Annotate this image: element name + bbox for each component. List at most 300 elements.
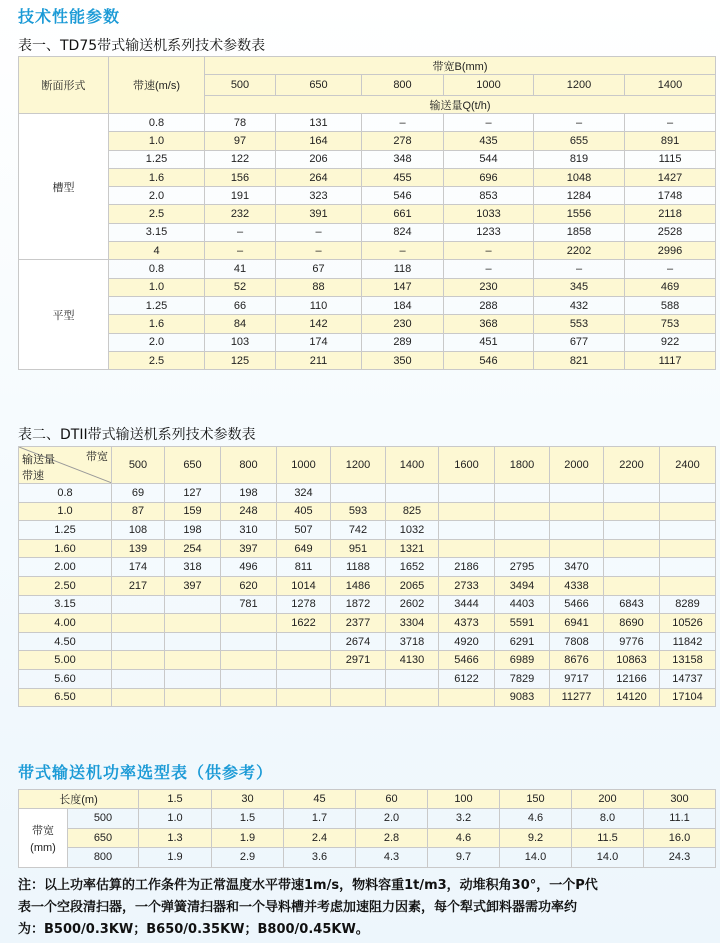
table1-capacity-cell: 451 <box>444 333 534 351</box>
table1-capacity-cell: 1427 <box>625 168 716 186</box>
table2-capacity-cell <box>165 632 221 651</box>
table2-capacity-cell: 11842 <box>660 632 716 651</box>
table1-capacity-cell: – <box>625 114 716 132</box>
table2-capacity-cell <box>112 614 165 633</box>
table2-capacity-cell: 310 <box>221 521 277 540</box>
table3-width-cell: 650 <box>68 828 139 848</box>
table2-capacity-cell: 811 <box>277 558 331 577</box>
table2-capacity-cell: 3470 <box>550 558 604 577</box>
table2-speed-cell: 1.25 <box>19 521 112 540</box>
table2-capacity-cell: 4403 <box>495 595 550 614</box>
table2-capacity-cell: 174 <box>112 558 165 577</box>
table2-capacity-cell <box>112 651 165 670</box>
table2-caption: 表二、DTII带式输送机系列技术参数表 <box>18 427 256 443</box>
table2-capacity-cell: 159 <box>165 502 221 521</box>
table1-capacity-cell: 110 <box>276 296 362 314</box>
heading-power: 带式输送机功率选型表（供参考） <box>18 763 274 782</box>
table2-width-header: 650 <box>165 447 221 484</box>
table1-capacity-cell: 588 <box>625 296 716 314</box>
table3-power-cell: 16.0 <box>644 828 716 848</box>
table2-capacity-cell: 9717 <box>550 669 604 688</box>
table2-capacity-cell: 405 <box>277 502 331 521</box>
table2-capacity-cell: 1188 <box>331 558 386 577</box>
table1-capacity-cell: 661 <box>362 205 444 223</box>
table2-capacity-cell: 7829 <box>495 669 550 688</box>
table1-section-name: 槽型 <box>19 114 109 260</box>
table2-capacity-cell: 8289 <box>660 595 716 614</box>
table-row <box>19 484 716 503</box>
table2-capacity-cell <box>495 521 550 540</box>
table3-width-cell: 500 <box>68 809 139 829</box>
table2-capacity-cell: 2674 <box>331 632 386 651</box>
table2-capacity-cell: 3718 <box>386 632 439 651</box>
table2-capacity-cell: 10863 <box>604 651 660 670</box>
table2-capacity-cell: 1321 <box>386 539 439 558</box>
table2-capacity-cell <box>221 614 277 633</box>
table-row <box>19 260 716 278</box>
table2-capacity-cell: 139 <box>112 539 165 558</box>
table1-capacity-cell: 435 <box>444 132 534 150</box>
table2-capacity-cell <box>604 521 660 540</box>
table1-capacity-cell: – <box>444 260 534 278</box>
table2-capacity-cell: 1278 <box>277 595 331 614</box>
table2-capacity-cell: 324 <box>277 484 331 503</box>
table2-capacity-cell <box>660 539 716 558</box>
table2-capacity-cell <box>221 669 277 688</box>
table2-width-header: 1000 <box>277 447 331 484</box>
table2-capacity-cell: 2602 <box>386 595 439 614</box>
table2-capacity-cell: 742 <box>331 521 386 540</box>
table1-width-value: 500 <box>205 75 276 96</box>
table-row <box>19 278 716 296</box>
table2-capacity-cell: 108 <box>112 521 165 540</box>
table2-capacity-cell <box>495 484 550 503</box>
table1-capacity-cell: 1117 <box>625 351 716 369</box>
table1-speed-cell: 0.8 <box>109 260 205 278</box>
table2-width-header: 2000 <box>550 447 604 484</box>
table2-capacity-cell: 620 <box>221 576 277 595</box>
table2-capacity-cell: 17104 <box>660 688 716 707</box>
table1-speed-cell: 1.0 <box>109 278 205 296</box>
table1-capacity-cell: – <box>276 223 362 241</box>
table2-capacity-cell: 69 <box>112 484 165 503</box>
table-row <box>19 595 716 614</box>
table1-width-header: 带宽B(mm) <box>205 57 716 75</box>
table2-width-header: 2400 <box>660 447 716 484</box>
table1-speed-header: 带速(m/s) <box>109 57 205 114</box>
table3-length-value: 60 <box>356 790 428 809</box>
table2-capacity-cell <box>495 502 550 521</box>
table1-capacity-cell: 2528 <box>625 223 716 241</box>
table1-capacity-cell: 232 <box>205 205 276 223</box>
table2-speed-cell: 5.60 <box>19 669 112 688</box>
table1-width-value: 1400 <box>625 75 716 96</box>
table1-speed-cell: 1.6 <box>109 168 205 186</box>
table2-capacity-cell <box>550 521 604 540</box>
table1-speed-cell: 1.0 <box>109 132 205 150</box>
table2-capacity-cell: 951 <box>331 539 386 558</box>
table2-capacity-cell: 318 <box>165 558 221 577</box>
table1-capacity-cell: 118 <box>362 260 444 278</box>
table1-capacity-cell: 655 <box>534 132 625 150</box>
table2-capacity-cell <box>604 558 660 577</box>
table3-length-value: 200 <box>572 790 644 809</box>
table2-width-header: 500 <box>112 447 165 484</box>
table2-speed-cell: 6.50 <box>19 688 112 707</box>
table3-length-header: 长度(m) <box>19 790 139 809</box>
table3-power-cell: 1.3 <box>139 828 212 848</box>
table1-width-value: 1200 <box>534 75 625 96</box>
table2-corner-header <box>19 447 112 484</box>
table2-capacity-cell: 6843 <box>604 595 660 614</box>
table3-power-cell: 24.3 <box>644 848 716 868</box>
table1-capacity-cell: 1858 <box>534 223 625 241</box>
table2-speed-cell: 2.00 <box>19 558 112 577</box>
table1-capacity-cell: 1115 <box>625 150 716 168</box>
table1-capacity-cell: 41 <box>205 260 276 278</box>
table2-capacity-cell <box>112 688 165 707</box>
table2-capacity-cell <box>331 688 386 707</box>
table2-capacity-cell <box>439 688 495 707</box>
table2-capacity-cell <box>112 669 165 688</box>
table2-capacity-cell <box>660 521 716 540</box>
table-row <box>19 614 716 633</box>
table-row <box>19 539 716 558</box>
table2-capacity-cell <box>660 502 716 521</box>
table2-corner-capacity: 输送量 <box>22 454 55 466</box>
table3-power-cell: 3.6 <box>284 848 356 868</box>
table2-width-header: 1600 <box>439 447 495 484</box>
table2-corner-speed: 带速 <box>22 470 44 482</box>
table1-capacity-cell: 391 <box>276 205 362 223</box>
table1-capacity-cell: 432 <box>534 296 625 314</box>
table3-power-cell: 14.0 <box>572 848 644 868</box>
table2-capacity-cell: 2186 <box>439 558 495 577</box>
table2-capacity-cell <box>550 502 604 521</box>
table2-capacity-cell <box>386 688 439 707</box>
table1-capacity-cell: 469 <box>625 278 716 296</box>
table2-capacity-cell: 1486 <box>331 576 386 595</box>
table2-width-header: 2200 <box>604 447 660 484</box>
table2-capacity-cell: 397 <box>165 576 221 595</box>
table2-capacity-cell: 6122 <box>439 669 495 688</box>
table1-capacity-cell: 184 <box>362 296 444 314</box>
table-row <box>19 688 716 707</box>
table3-power-cell: 2.0 <box>356 809 428 829</box>
table2-capacity-cell <box>277 651 331 670</box>
table1-capacity-cell: 206 <box>276 150 362 168</box>
table1-speed-cell: 0.8 <box>109 114 205 132</box>
table2-capacity-cell: 649 <box>277 539 331 558</box>
table2-speed-cell: 4.50 <box>19 632 112 651</box>
table2-capacity-cell: 14737 <box>660 669 716 688</box>
table2-capacity-cell: 3494 <box>495 576 550 595</box>
table1-header-row <box>19 57 716 75</box>
table2-capacity-cell: 7808 <box>550 632 604 651</box>
footnote-line-3: 为：B500/0.3KW；B650/0.35KW；B800/0.45KW。 <box>18 922 369 937</box>
table3-power-cell: 1.5 <box>212 809 284 829</box>
table-row <box>19 669 716 688</box>
table2-capacity-cell: 3304 <box>386 614 439 633</box>
table1 <box>18 56 716 370</box>
table2-capacity-cell: 4373 <box>439 614 495 633</box>
table2-capacity-cell <box>660 484 716 503</box>
table1-capacity-cell: – <box>444 242 534 260</box>
table1-capacity-cell: 553 <box>534 315 625 333</box>
table3-length-value: 300 <box>644 790 716 809</box>
table1-capacity-cell: 546 <box>362 187 444 205</box>
table1-section-header: 断面形式 <box>19 57 109 114</box>
table2-capacity-cell: 781 <box>221 595 277 614</box>
table2-capacity-cell: 11277 <box>550 688 604 707</box>
table1-capacity-cell: 164 <box>276 132 362 150</box>
table2-width-header: 1800 <box>495 447 550 484</box>
table1-capacity-cell: – <box>625 260 716 278</box>
table1-speed-cell: 1.6 <box>109 315 205 333</box>
table1-capacity-cell: 66 <box>205 296 276 314</box>
table2-capacity-cell: 593 <box>331 502 386 521</box>
table1-capacity-cell: 455 <box>362 168 444 186</box>
table2-width-header: 800 <box>221 447 277 484</box>
table2-capacity-cell: 1872 <box>331 595 386 614</box>
table1-capacity-cell: 264 <box>276 168 362 186</box>
table2-capacity-cell <box>439 539 495 558</box>
table2-capacity-cell <box>221 688 277 707</box>
table1-capacity-cell: – <box>444 114 534 132</box>
table2-capacity-cell: 6941 <box>550 614 604 633</box>
table2-capacity-cell: 8690 <box>604 614 660 633</box>
table1-capacity-cell: 174 <box>276 333 362 351</box>
table3-power-cell: 4.6 <box>500 809 572 829</box>
table2-capacity-cell: 10526 <box>660 614 716 633</box>
table1-capacity-cell: 891 <box>625 132 716 150</box>
table-row <box>19 205 716 223</box>
table1-capacity-cell: 1748 <box>625 187 716 205</box>
table1-capacity-cell: – <box>534 260 625 278</box>
table1-capacity-cell: 142 <box>276 315 362 333</box>
table2-capacity-cell <box>112 595 165 614</box>
table3-length-value: 45 <box>284 790 356 809</box>
table2-capacity-cell <box>221 651 277 670</box>
table1-capacity-cell: – <box>534 114 625 132</box>
table-row <box>19 223 716 241</box>
table3-power-cell: 1.7 <box>284 809 356 829</box>
table2-capacity-cell: 4130 <box>386 651 439 670</box>
table2-capacity-cell: 397 <box>221 539 277 558</box>
table1-capacity-cell: 211 <box>276 351 362 369</box>
table1-capacity-cell: 2202 <box>534 242 625 260</box>
table2-capacity-cell <box>221 632 277 651</box>
table-row <box>19 315 716 333</box>
table2-header-row <box>19 447 716 484</box>
table1-capacity-cell: 288 <box>444 296 534 314</box>
table-row <box>19 296 716 314</box>
table1-capacity-cell: – <box>205 242 276 260</box>
table1-capacity-cell: 2996 <box>625 242 716 260</box>
table2-capacity-cell: 9083 <box>495 688 550 707</box>
table3-power-cell: 9.2 <box>500 828 572 848</box>
table1-capacity-cell: 230 <box>444 278 534 296</box>
table3-power-cell: 9.7 <box>428 848 500 868</box>
table2-capacity-cell <box>660 576 716 595</box>
table2-speed-cell: 1.60 <box>19 539 112 558</box>
table1-capacity-cell: 350 <box>362 351 444 369</box>
table1-width-value: 1000 <box>444 75 534 96</box>
table2-capacity-cell <box>439 484 495 503</box>
table2-capacity-cell <box>386 669 439 688</box>
table2-capacity-cell: 5466 <box>550 595 604 614</box>
table2-capacity-cell: 825 <box>386 502 439 521</box>
table1-speed-cell: 3.15 <box>109 223 205 241</box>
table2-capacity-cell: 496 <box>221 558 277 577</box>
table3-power-cell: 11.5 <box>572 828 644 848</box>
table1-capacity-cell: 97 <box>205 132 276 150</box>
table2-speed-cell: 4.00 <box>19 614 112 633</box>
table2-capacity-cell <box>660 558 716 577</box>
table1-capacity-cell: 278 <box>362 132 444 150</box>
table1-capacity-cell: 696 <box>444 168 534 186</box>
table1-capacity-cell: 78 <box>205 114 276 132</box>
table-row <box>19 132 716 150</box>
table2 <box>18 446 716 707</box>
table2-width-header: 1400 <box>386 447 439 484</box>
footnote <box>18 875 718 941</box>
table2-capacity-cell <box>550 539 604 558</box>
table3-power-cell: 1.9 <box>139 848 212 868</box>
table1-capacity-header: 输送量Q(t/h) <box>205 96 716 114</box>
table1-capacity-cell: 2118 <box>625 205 716 223</box>
table-row <box>19 187 716 205</box>
table1-capacity-cell: 1556 <box>534 205 625 223</box>
table2-capacity-cell: 2733 <box>439 576 495 595</box>
table1-capacity-cell: 1048 <box>534 168 625 186</box>
table1-capacity-cell: 67 <box>276 260 362 278</box>
heading-specs: 技术性能参数 <box>18 7 121 26</box>
table3-length-value: 100 <box>428 790 500 809</box>
table-row <box>19 521 716 540</box>
table2-capacity-cell: 8676 <box>550 651 604 670</box>
table2-capacity-cell <box>604 502 660 521</box>
table1-capacity-cell: 1284 <box>534 187 625 205</box>
table1-speed-cell: 2.5 <box>109 205 205 223</box>
table2-capacity-cell <box>439 502 495 521</box>
table1-capacity-cell: 677 <box>534 333 625 351</box>
table2-capacity-cell <box>165 669 221 688</box>
table3-power-cell: 3.2 <box>428 809 500 829</box>
table2-capacity-cell: 5591 <box>495 614 550 633</box>
table1-capacity-cell: 345 <box>534 278 625 296</box>
table1-capacity-cell: 191 <box>205 187 276 205</box>
table-row <box>19 848 716 868</box>
table2-capacity-cell <box>165 614 221 633</box>
table1-capacity-cell: 922 <box>625 333 716 351</box>
table1-capacity-cell: – <box>362 242 444 260</box>
table3-power-cell: 14.0 <box>500 848 572 868</box>
table1-speed-cell: 2.0 <box>109 333 205 351</box>
table2-capacity-cell: 248 <box>221 502 277 521</box>
table1-capacity-cell: 289 <box>362 333 444 351</box>
table3-power-cell: 8.0 <box>572 809 644 829</box>
table3-power-cell: 2.9 <box>212 848 284 868</box>
table-row <box>19 651 716 670</box>
table1-speed-cell: 1.25 <box>109 150 205 168</box>
table2-capacity-cell <box>604 539 660 558</box>
table3-length-value: 1.5 <box>139 790 212 809</box>
table3-power-cell: 4.6 <box>428 828 500 848</box>
table2-capacity-cell: 2065 <box>386 576 439 595</box>
table2-capacity-cell: 2795 <box>495 558 550 577</box>
table2-capacity-cell: 14120 <box>604 688 660 707</box>
table-row <box>19 632 716 651</box>
table-row <box>19 558 716 577</box>
table2-capacity-cell: 1652 <box>386 558 439 577</box>
table2-speed-cell: 0.8 <box>19 484 112 503</box>
table2-capacity-cell: 507 <box>277 521 331 540</box>
table-row <box>19 114 716 132</box>
table2-capacity-cell <box>277 669 331 688</box>
table3-power-cell: 11.1 <box>644 809 716 829</box>
table1-capacity-cell: 122 <box>205 150 276 168</box>
table-row <box>19 828 716 848</box>
table1-section-name: 平型 <box>19 260 109 370</box>
table1-capacity-cell: 156 <box>205 168 276 186</box>
table2-capacity-cell: 6291 <box>495 632 550 651</box>
table2-capacity-cell: 2971 <box>331 651 386 670</box>
table2-capacity-cell: 217 <box>112 576 165 595</box>
table1-capacity-cell: 824 <box>362 223 444 241</box>
table2-capacity-cell: 1032 <box>386 521 439 540</box>
table2-capacity-cell <box>386 484 439 503</box>
table2-width-header: 1200 <box>331 447 386 484</box>
table3-width-label-line-2: (mm) <box>30 841 56 854</box>
table2-capacity-cell <box>439 521 495 540</box>
table1-speed-cell: 2.5 <box>109 351 205 369</box>
table1-speed-cell: 2.0 <box>109 187 205 205</box>
table2-capacity-cell <box>165 595 221 614</box>
table3 <box>18 789 716 868</box>
table1-caption: 表一、TD75带式输送机系列技术参数表 <box>18 38 266 54</box>
table2-capacity-cell: 2377 <box>331 614 386 633</box>
table3-power-cell: 4.3 <box>356 848 428 868</box>
table3-header-row <box>19 790 716 809</box>
table2-capacity-cell: 12166 <box>604 669 660 688</box>
table3-width-label-line-1: 带宽 <box>32 824 54 837</box>
table2-speed-cell: 3.15 <box>19 595 112 614</box>
table2-capacity-cell: 5466 <box>439 651 495 670</box>
table2-capacity-cell: 9776 <box>604 632 660 651</box>
table1-capacity-cell: 103 <box>205 333 276 351</box>
table1-capacity-cell: 52 <box>205 278 276 296</box>
table2-capacity-cell <box>550 484 604 503</box>
table2-speed-cell: 2.50 <box>19 576 112 595</box>
table2-capacity-cell <box>331 669 386 688</box>
table1-capacity-cell: 821 <box>534 351 625 369</box>
table-row <box>19 168 716 186</box>
table2-capacity-cell <box>604 484 660 503</box>
table2-capacity-cell: 87 <box>112 502 165 521</box>
table1-speed-cell: 1.25 <box>109 296 205 314</box>
footnote-line-1: 注：以上功率估算的工作条件为正常温度水平带速1m/s，物料容重1t/m3，动堆积角30°，一个P代 <box>18 878 598 893</box>
table3-power-cell: 1.9 <box>212 828 284 848</box>
table2-capacity-cell: 6989 <box>495 651 550 670</box>
table2-capacity-cell: 198 <box>165 521 221 540</box>
table-row <box>19 242 716 260</box>
table1-capacity-cell: – <box>276 242 362 260</box>
table1-capacity-cell: 1033 <box>444 205 534 223</box>
table2-capacity-cell <box>277 632 331 651</box>
table1-capacity-cell: 131 <box>276 114 362 132</box>
table-row <box>19 809 716 829</box>
